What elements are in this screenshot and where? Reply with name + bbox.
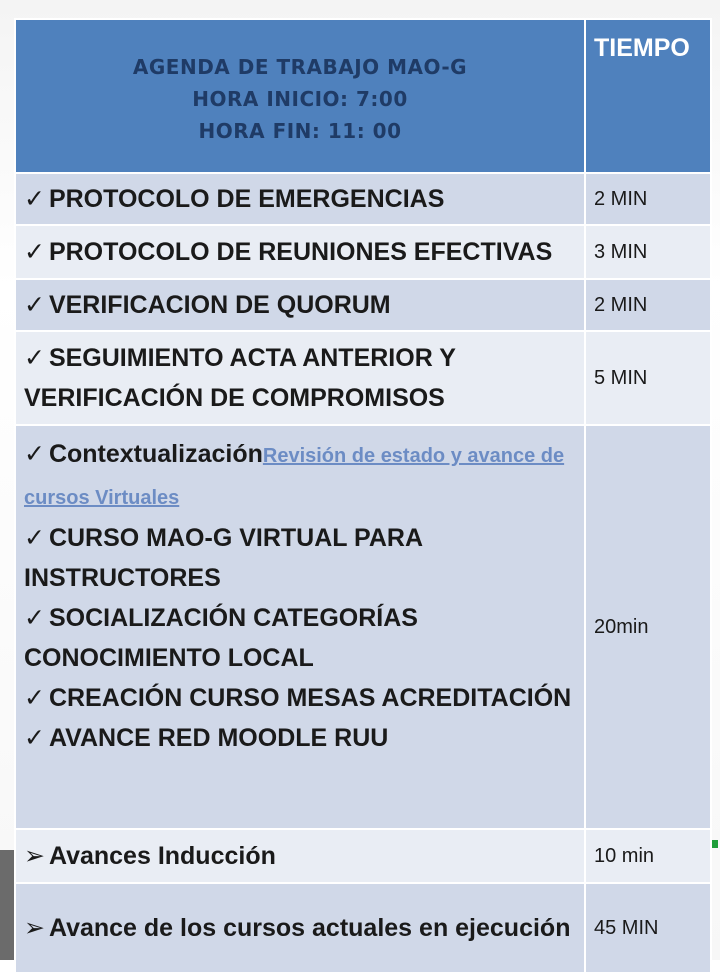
end-time: HORA FIN: 11: 00 xyxy=(198,119,402,143)
item-text: CREACIÓN CURSO MESAS ACREDITACIÓN xyxy=(48,684,572,712)
item-cell xyxy=(15,829,585,883)
time-cell: 2 MIN xyxy=(585,279,711,331)
list-item xyxy=(24,434,576,518)
item-text: Avances Inducción xyxy=(48,842,276,870)
check-icon: ✓ xyxy=(24,604,45,632)
tiempo-header-cell xyxy=(585,19,711,173)
item-text: VERIFICACION DE QUORUM xyxy=(48,291,391,319)
item-text: AVANCE RED MOODLE RUU xyxy=(48,724,389,752)
arrow-bullet-icon: ➢ xyxy=(24,914,45,942)
table-row xyxy=(15,173,711,225)
check-icon: ✓ xyxy=(24,524,45,552)
time-cell: 20min xyxy=(585,425,711,829)
list-item xyxy=(24,518,576,598)
item-cell xyxy=(15,331,585,425)
start-time: HORA INICIO: 7:00 xyxy=(192,87,408,111)
check-icon: ✓ xyxy=(24,724,45,752)
tiempo-label: TIEMPO xyxy=(594,34,690,62)
check-icon: ✓ xyxy=(24,291,45,319)
header-row xyxy=(15,19,711,173)
time-cell: 10 min xyxy=(585,829,711,883)
table-row xyxy=(15,225,711,279)
table-row xyxy=(15,829,711,883)
item-cell xyxy=(15,173,585,225)
item-text: SEGUIMIENTO ACTA ANTERIOR Y VERIFICACIÓN DE COMPROMISOS xyxy=(24,344,456,412)
item-text: CURSO MAO-G VIRTUAL PARA INSTRUCTORES xyxy=(24,524,423,592)
item-text: Avance de los cursos actuales en ejecución xyxy=(48,914,571,942)
item-cell xyxy=(15,279,585,331)
item-text: Contextualización xyxy=(48,440,263,468)
check-icon: ✓ xyxy=(24,185,45,213)
arrow-bullet-icon: ➢ xyxy=(24,842,45,870)
status-link[interactable]: Revisión de estado y avance de cursos Virtuales xyxy=(24,445,565,509)
table-row xyxy=(15,279,711,331)
list-item xyxy=(24,718,576,758)
time-cell: 3 MIN xyxy=(585,225,711,279)
agenda-header-cell xyxy=(15,19,585,173)
agenda-table xyxy=(14,18,712,974)
agenda-title: AGENDA DE TRABAJO MAO-G xyxy=(132,55,468,79)
table-row xyxy=(15,331,711,425)
time-cell: 45 MIN xyxy=(585,883,711,973)
list-item xyxy=(24,598,576,678)
table-row xyxy=(15,425,711,829)
item-text: PROTOCOLO DE EMERGENCIAS xyxy=(48,185,445,213)
check-icon: ✓ xyxy=(24,344,45,372)
time-cell: 5 MIN xyxy=(585,331,711,425)
check-icon: ✓ xyxy=(24,238,45,266)
slide-edge-decoration xyxy=(0,850,14,960)
check-icon: ✓ xyxy=(24,684,45,712)
check-icon: ✓ xyxy=(24,440,45,468)
item-cell-group xyxy=(15,425,585,829)
list-item xyxy=(24,678,576,718)
time-cell: 2 MIN xyxy=(585,173,711,225)
item-text: PROTOCOLO DE REUNIONES EFECTIVAS xyxy=(48,238,553,266)
item-text: SOCIALIZACIÓN CATEGORÍAS CONOCIMIENTO LOCAL xyxy=(24,604,418,672)
item-cell xyxy=(15,225,585,279)
